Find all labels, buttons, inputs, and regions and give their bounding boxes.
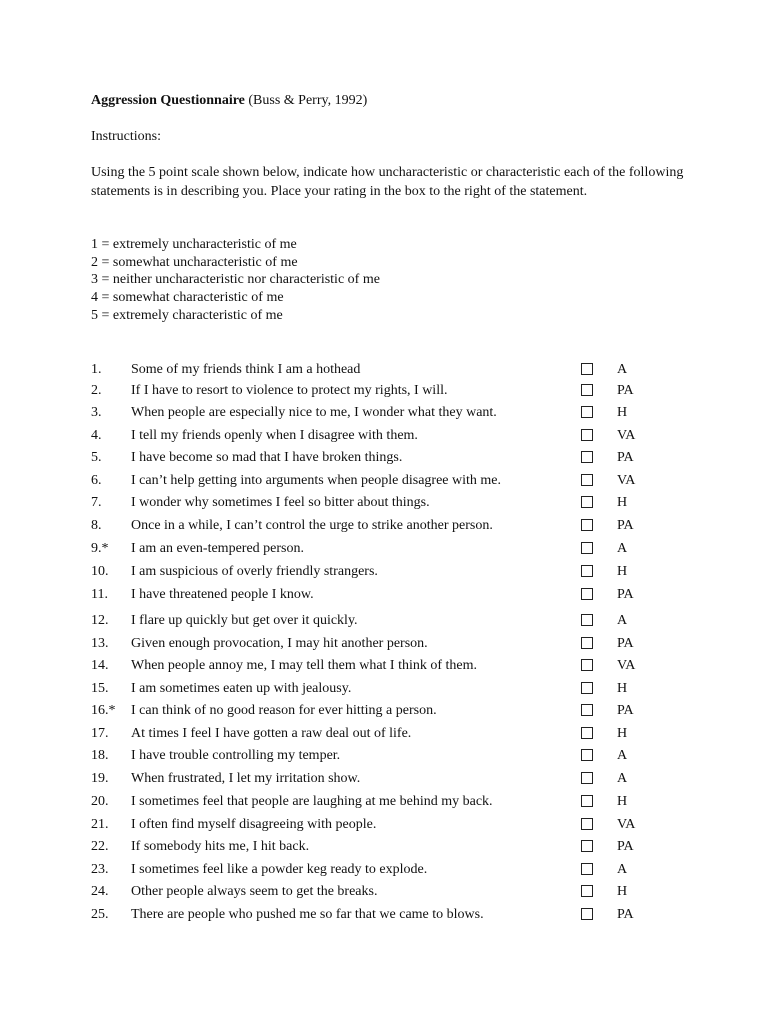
question-row xyxy=(0,907,768,927)
subscale-code: PA xyxy=(617,703,634,718)
question-statement: I flare up quickly but get over it quickly. xyxy=(131,613,358,628)
question-row xyxy=(0,541,768,561)
question-statement: I can think of no good reason for ever hitting a person. xyxy=(131,703,437,718)
question-row xyxy=(0,587,768,607)
rating-box[interactable] xyxy=(581,885,593,897)
subscale-code: H xyxy=(617,495,628,510)
question-statement: I am an even-tempered person. xyxy=(131,541,304,556)
rating-box[interactable] xyxy=(581,682,593,694)
rating-box[interactable] xyxy=(581,818,593,830)
question-statement: I have trouble controlling my temper. xyxy=(131,748,341,763)
subscale-code: VA xyxy=(617,428,636,443)
rating-box[interactable] xyxy=(581,840,593,852)
subscale-code: H xyxy=(617,564,628,579)
question-number: 9.* xyxy=(91,541,109,556)
subscale-code: PA xyxy=(617,450,634,465)
rating-box[interactable] xyxy=(581,863,593,875)
question-statement: I sometimes feel that people are laughing at me behind my back. xyxy=(131,794,493,809)
question-number: 18. xyxy=(91,748,109,763)
question-number: 17. xyxy=(91,726,109,741)
rating-box[interactable] xyxy=(581,727,593,739)
question-row xyxy=(0,794,768,814)
subscale-code: H xyxy=(617,681,628,696)
subscale-code: A xyxy=(617,362,628,377)
question-statement: Once in a while, I can’t control the urge to strike another person. xyxy=(131,518,493,533)
question-row xyxy=(0,518,768,538)
rating-box[interactable] xyxy=(581,614,593,626)
question-number: 14. xyxy=(91,658,109,673)
question-row xyxy=(0,450,768,470)
scale-item: 5 = extremely characteristic of me xyxy=(91,307,283,323)
question-statement: I can’t help getting into arguments when people disagree with me. xyxy=(131,473,501,488)
question-statement: I tell my friends openly when I disagree with them. xyxy=(131,428,418,443)
rating-box[interactable] xyxy=(581,565,593,577)
question-row xyxy=(0,564,768,584)
rating-box[interactable] xyxy=(581,363,593,375)
question-number: 16.* xyxy=(91,703,116,718)
question-statement: Other people always seem to get the breaks. xyxy=(131,884,378,899)
subscale-code: H xyxy=(617,884,628,899)
question-statement: There are people who pushed me so far that we came to blows. xyxy=(131,907,484,922)
question-row xyxy=(0,703,768,723)
subscale-code: A xyxy=(617,748,628,763)
question-statement: When people are especially nice to me, I wonder what they want. xyxy=(131,405,497,420)
rating-box[interactable] xyxy=(581,429,593,441)
question-row xyxy=(0,681,768,701)
instructions-text: Using the 5 point scale shown below, indicate how uncharacteristic or characteristic each of the following statements is in describing you. Place your rating in the box to the right of the statement. xyxy=(91,165,684,199)
subscale-code: VA xyxy=(617,473,636,488)
question-number: 4. xyxy=(91,428,102,443)
question-number: 19. xyxy=(91,771,109,786)
question-statement: When people annoy me, I may tell them what I think of them. xyxy=(131,658,478,673)
subscale-code: PA xyxy=(617,907,634,922)
scale-item: 3 = neither uncharacteristic nor characteristic of me xyxy=(91,272,380,288)
question-row xyxy=(0,636,768,656)
question-number: 2. xyxy=(91,383,102,398)
question-row xyxy=(0,495,768,515)
question-statement: I am sometimes eaten up with jealousy. xyxy=(131,681,352,696)
subscale-code: A xyxy=(617,613,628,628)
question-statement: I often find myself disagreeing with people. xyxy=(131,817,377,832)
question-row xyxy=(0,884,768,904)
rating-box[interactable] xyxy=(581,637,593,649)
question-number: 25. xyxy=(91,907,109,922)
rating-box[interactable] xyxy=(581,588,593,600)
question-row xyxy=(0,839,768,859)
subscale-code: H xyxy=(617,794,628,809)
subscale-code: H xyxy=(617,405,628,420)
rating-box[interactable] xyxy=(581,451,593,463)
question-number: 1. xyxy=(91,362,102,377)
rating-box[interactable] xyxy=(581,795,593,807)
question-number: 3. xyxy=(91,405,102,420)
rating-box[interactable] xyxy=(581,749,593,761)
question-row xyxy=(0,613,768,633)
question-row xyxy=(0,428,768,448)
question-number: 5. xyxy=(91,450,102,465)
question-number: 21. xyxy=(91,817,109,832)
rating-box[interactable] xyxy=(581,772,593,784)
subscale-code: A xyxy=(617,862,628,877)
question-row xyxy=(0,383,768,403)
subscale-code: PA xyxy=(617,383,634,398)
subscale-code: VA xyxy=(617,817,636,832)
question-statement: Some of my friends think I am a hothead xyxy=(131,362,361,377)
question-row xyxy=(0,771,768,791)
question-statement: I wonder why sometimes I feel so bitter about things. xyxy=(131,495,430,510)
rating-box[interactable] xyxy=(581,908,593,920)
question-row xyxy=(0,817,768,837)
question-row xyxy=(0,362,768,382)
question-row xyxy=(0,658,768,678)
question-statement: I have become so mad that I have broken things. xyxy=(131,450,403,465)
question-statement: If I have to resort to violence to protect my rights, I will. xyxy=(131,383,448,398)
question-row xyxy=(0,473,768,493)
question-statement: If somebody hits me, I hit back. xyxy=(131,839,310,854)
question-number: 12. xyxy=(91,613,109,628)
subscale-code: A xyxy=(617,541,628,556)
rating-box[interactable] xyxy=(581,496,593,508)
scale-item: 1 = extremely uncharacteristic of me xyxy=(91,237,297,252)
question-row xyxy=(0,862,768,882)
question-number: 22. xyxy=(91,839,109,854)
question-number: 10. xyxy=(91,564,109,579)
subscale-code: PA xyxy=(617,587,634,602)
subscale-code: VA xyxy=(617,658,636,673)
scale-item: 4 = somewhat characteristic of me xyxy=(91,290,284,306)
rating-box[interactable] xyxy=(581,704,593,716)
question-statement: Given enough provocation, I may hit another person. xyxy=(131,636,428,651)
question-statement: At times I feel I have gotten a raw deal out of life. xyxy=(131,726,412,741)
question-statement: I am suspicious of overly friendly strangers. xyxy=(131,564,378,579)
question-number: 6. xyxy=(91,473,102,488)
question-row xyxy=(0,748,768,768)
title-bold: Aggression Questionnaire xyxy=(91,93,245,108)
question-row xyxy=(0,405,768,425)
rating-box[interactable] xyxy=(581,474,593,486)
question-statement: When frustrated, I let my irritation show. xyxy=(131,771,361,786)
title-citation: (Buss & Perry, 1992) xyxy=(244,93,368,108)
rating-box[interactable] xyxy=(581,406,593,418)
rating-box[interactable] xyxy=(581,659,593,671)
subscale-code: H xyxy=(617,726,628,741)
subscale-code: PA xyxy=(617,636,634,651)
rating-box[interactable] xyxy=(581,384,593,396)
subscale-code: PA xyxy=(617,518,634,533)
question-number: 20. xyxy=(91,794,109,809)
question-statement: I sometimes feel like a powder keg ready to explode. xyxy=(131,862,428,877)
question-number: 7. xyxy=(91,495,102,510)
question-number: 13. xyxy=(91,636,109,651)
question-number: 11. xyxy=(91,587,108,602)
question-row xyxy=(0,726,768,746)
rating-box[interactable] xyxy=(581,519,593,531)
instructions-heading: Instructions: xyxy=(91,129,161,144)
subscale-code: A xyxy=(617,771,628,786)
subscale-code: PA xyxy=(617,839,634,854)
question-number: 15. xyxy=(91,681,109,696)
question-number: 8. xyxy=(91,518,102,533)
rating-box[interactable] xyxy=(581,542,593,554)
scale-item: 2 = somewhat uncharacteristic of me xyxy=(91,254,298,270)
question-number: 23. xyxy=(91,862,109,877)
question-number: 24. xyxy=(91,884,109,899)
question-statement: I have threatened people I know. xyxy=(131,587,314,602)
